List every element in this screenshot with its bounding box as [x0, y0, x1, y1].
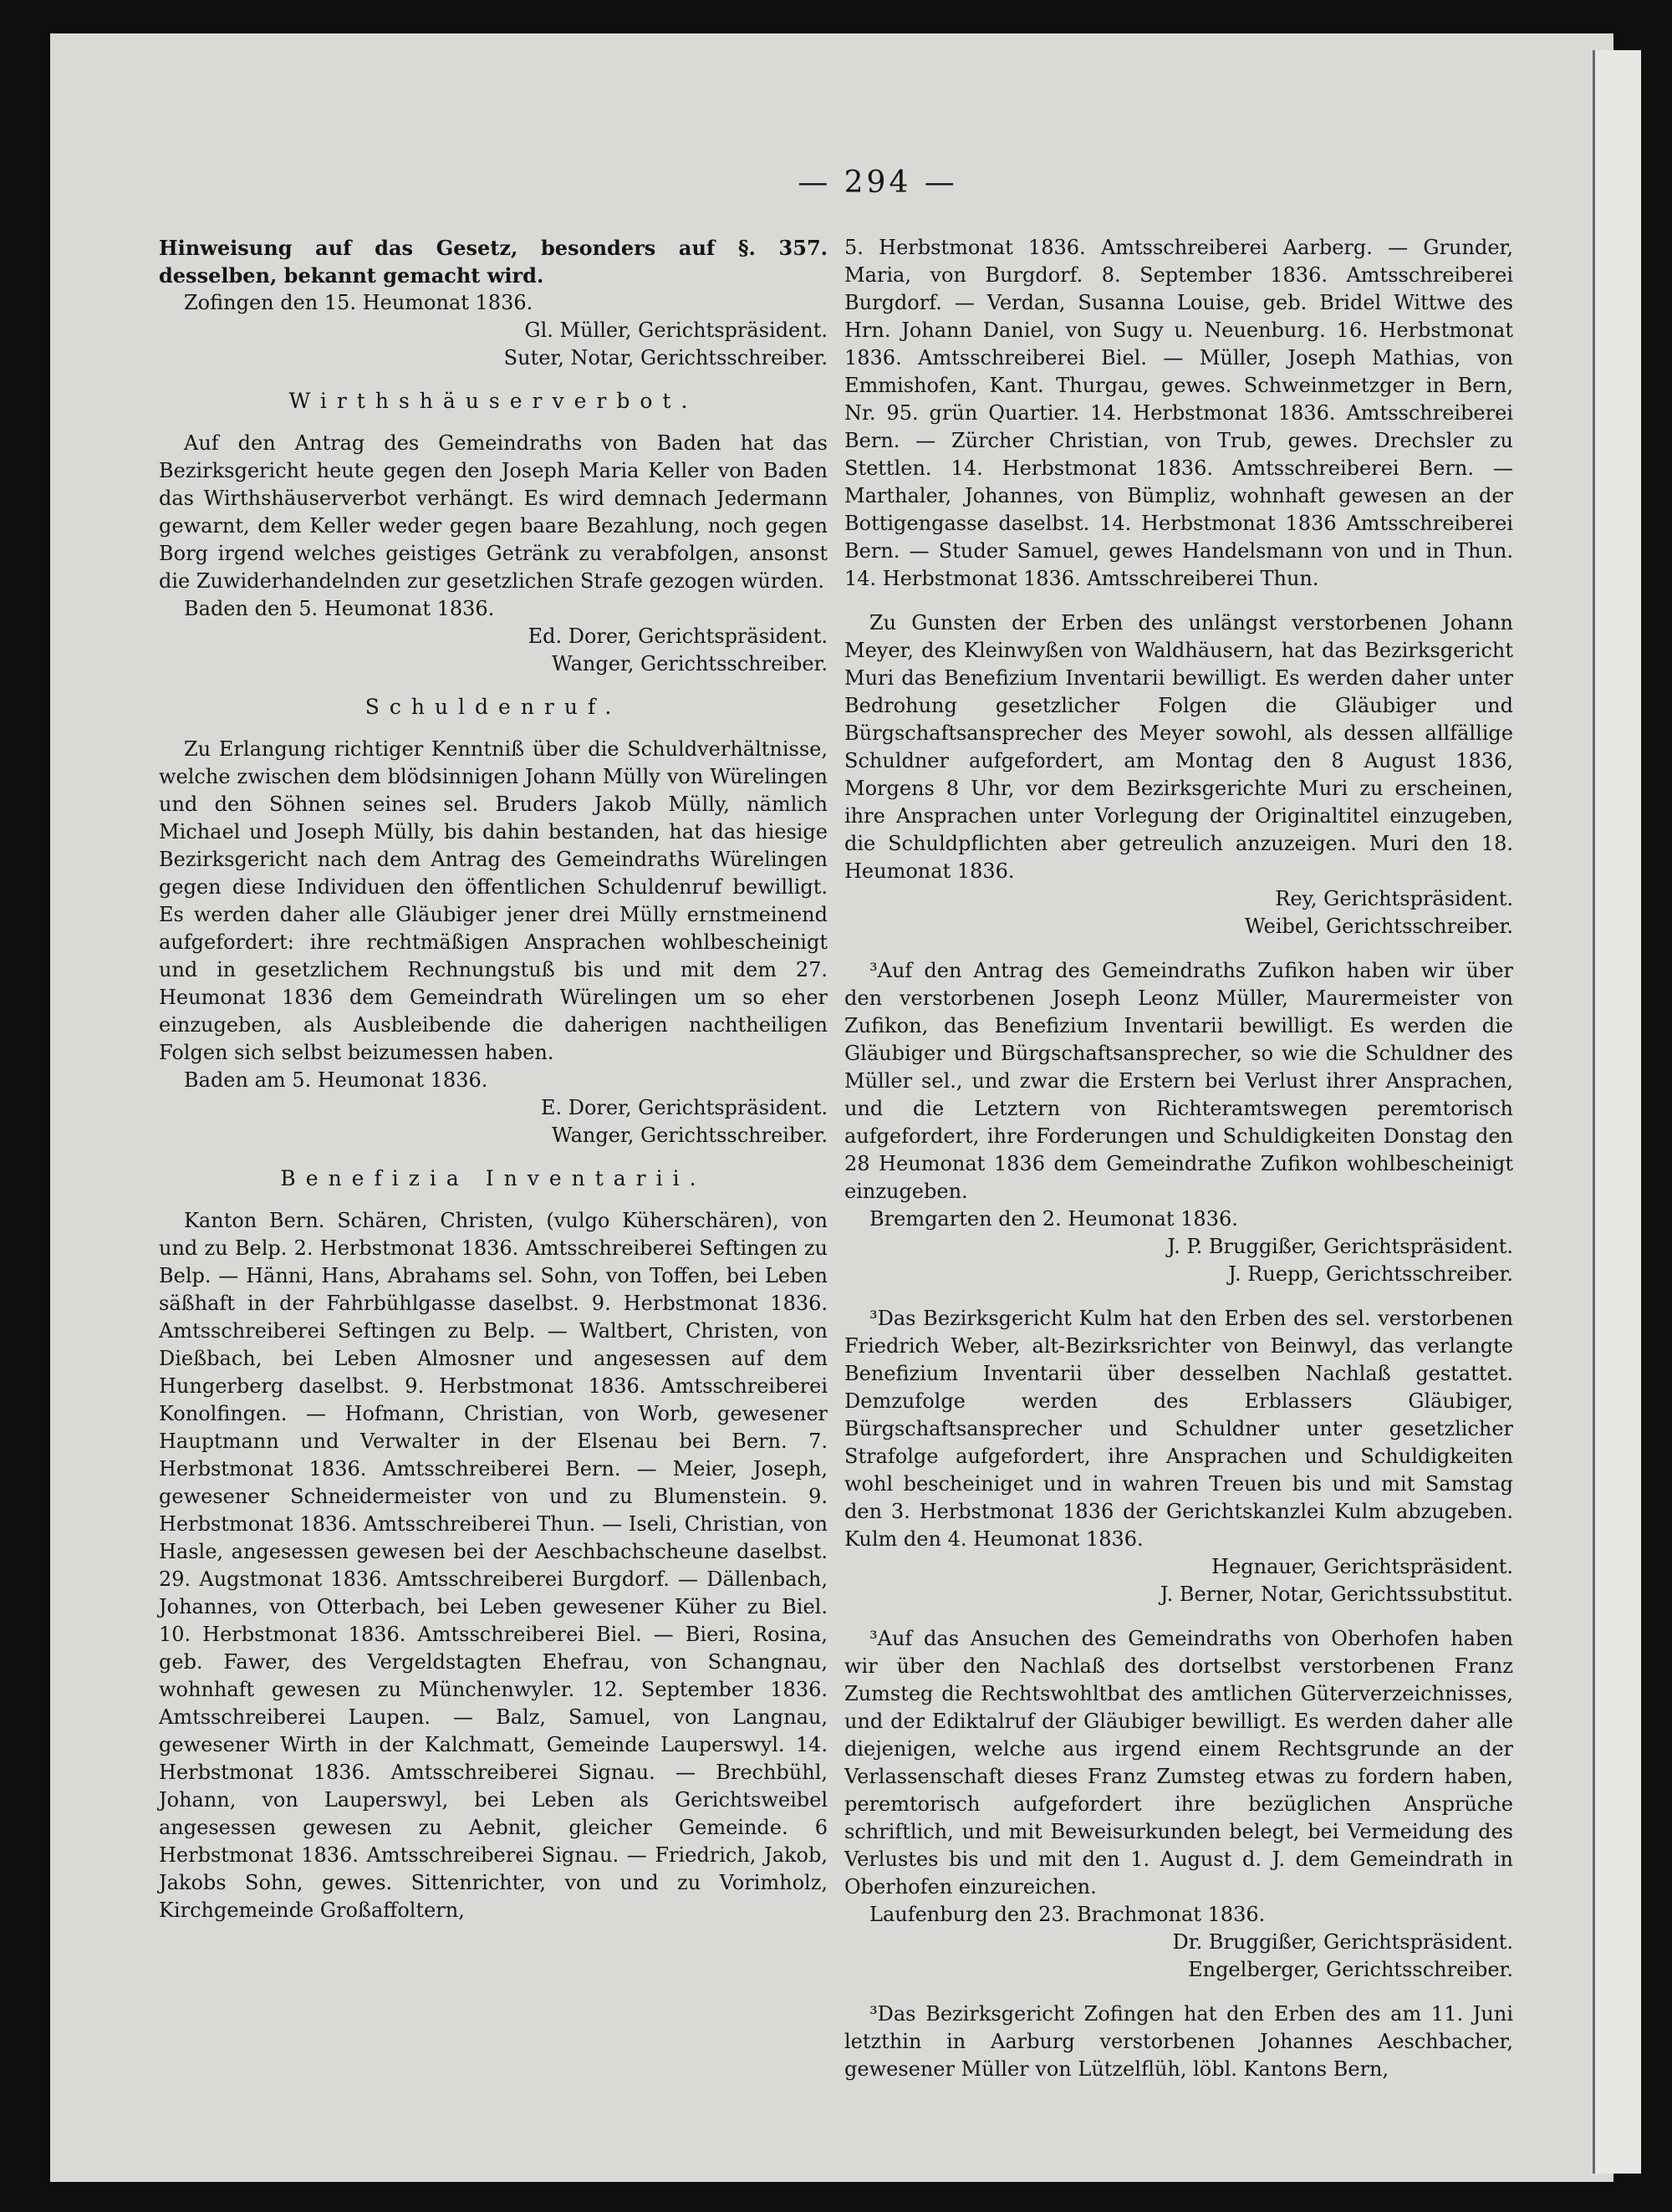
- zufikon-place-date: Bremgarten den 2. Heumonat 1836.: [869, 1207, 1238, 1231]
- muri-signature-clerk: Weibel, Gerichtsschreiber.: [1244, 915, 1513, 938]
- schuld-place-date: Baden am 5. Heumonat 1836.: [184, 1068, 488, 1092]
- intro-signature-clerk: Suter, Notar, Gerichtsschreiber.: [503, 346, 828, 370]
- muri-signature-president: Rey, Gerichtspräsident.: [1275, 887, 1513, 910]
- oberhofen-signature-president: Dr. Bruggißer, Gerichtspräsident.: [1172, 1930, 1513, 1954]
- wirth-signature-president: Ed. Dorer, Gerichtspräsident.: [528, 624, 828, 648]
- heading-wirthshaeuserverbot: Wirthshäuserverbot.: [288, 389, 698, 413]
- muri-paragraph: Zu Gunsten der Erben des unlängst verstorbenen Johann Meyer, des Kleinwyßen von Waldhäusern, hat das Bezirksgericht Muri das Benefizium Inventarii bewilligt. Es werden daher unter Bedrohung gesetzlicher Folgen die Gläubiger und Bürgschaftsansprecher des Meyer sowohl, als dessen allfällige Schuldner aufgefordert, am Montag den 8 August 1836, Morgens 8 Uhr, vor dem Bezirksgerichte Muri zu erscheinen, ihre Ansprachen unter Vorlegung der Originaltitel einzugeben, die Schuldpflichten aber getreulich anzuzeigen. Muri den 18. Heumonat 1836.: [844, 611, 1513, 883]
- next-page-edge: [1593, 50, 1641, 2174]
- wirth-place-date: Baden den 5. Heumonat 1836.: [184, 597, 495, 620]
- wirth-paragraph: Auf den Antrag des Gemeindraths von Baden hat das Bezirksgericht heute gegen den Joseph Maria Keller von Baden das Wirthshäuserverbot verhängt. Es wird demnach Jedermann gewarnt, dem Keller weder gegen baare Bezahlung, noch gegen Borg irgend welches geistiges Getränk zu verabfolgen, ansonst die Zuwiderhandelnden zur gesetzlichen Strafe gezogen würden.: [159, 431, 828, 593]
- zofingen-paragraph: ³Das Bezirksgericht Zofingen hat den Erben des am 11. Juni letzthin in Aarburg verstorbenen Johannes Aeschbacher, gewesener Müller von Lützelflüh, löbl. Kantons Bern,: [844, 2002, 1513, 2081]
- oberhofen-place-date: Laufenburg den 23. Brachmonat 1836.: [869, 1903, 1266, 1926]
- schuld-paragraph: Zu Erlangung richtiger Kenntniß über die Schuldverhältnisse, welche zwischen dem blödsinnigen Johann Mülly von Würelingen und den Söhnen seines sel. Bruders Jakob Mülly, nämlich Michael und Joseph Mülly, bis dahin bestanden, hat das hiesige Bezirksgericht nach dem Antrag des Gemeindraths Würelingen gegen diese Individuen den öffentlichen Schuldenruf bewilligt. Es werden daher alle Gläubiger jener drei Mülly ernstmeinend aufgefordert: ihre rechtmäßigen Ansprachen wohlbescheinigt und in gesetzlichem Rechnungstuß bis und mit dem 27. Heumonat 1836 dem Gemeindrath Würelingen um so eher einzugeben, als Ausbleibende die daherigen nachtheiligen Folgen sich selbst beizumessen haben.: [159, 737, 828, 1064]
- zufikon-paragraph: ³Auf den Antrag des Gemeindraths Zufikon haben wir über den verstorbenen Joseph Leonz Müller, Maurermeister von Zufikon, das Benefizium Inventarii bewilligt. Es werden die Gläubiger und Bürgschaftsansprecher, so wie die Schuldner des Müller sel., und zwar die Erstern bei Verlust ihrer Ansprachen, und die Letztern von Richteramtswegen peremtorisch aufgefordert, ihre Forderungen und Schuldigkeiten Donstag den 28 Heumonat 1836 dem Gemeindrathe Zufikon wohlbescheinigt einzugeben.: [844, 959, 1513, 1203]
- schuld-signature-president: E. Dorer, Gerichtspräsident.: [540, 1096, 828, 1119]
- intro-signature-president: Gl. Müller, Gerichtspräsident.: [524, 319, 828, 342]
- page-number: — 294 —: [798, 166, 958, 200]
- benefizia-continuation: 5. Herbstmonat 1836. Amtsschreiberei Aarberg. — Grunder, Maria, von Burgdorf. 8. September 1836. Amtsschreiberei Burgdorf. — Verdan, Susanna Louise, geb. Bridel Wittwe des Hrn. Johann Daniel, von Sugy u. Neuenburg. 16. Herbstmonat 1836. Amtsschreiberei Biel. — Müller, Joseph Mathias, von Emmishofen, Kant. Thurgau, gewes. Schweinmetzger in Bern, Nr. 95. grün Quartier. 14. Herbstmonat 1836. Amtsschreiberei Bern. — Zürcher Christian, von Trub, gewes. Drechsler zu Stettlen. 14. Herbstmonat 1836. Amtsschreiberei Bern. — Marthaler, Johannes, von Bümpliz, wohnhaft gewesen an der Bottigengasse daselbst. 14. Herbstmonat 1836 Amtsschreiberei Bern. — Studer Samuel, gewes Handelsmann von und in Thun. 14. Herbstmonat 1836. Amtsschreiberei Thun.: [844, 236, 1513, 590]
- schuld-signature-clerk: Wanger, Gerichtsschreiber.: [552, 1124, 828, 1147]
- zufikon-signature-president: J. P. Bruggißer, Gerichtspräsident.: [1167, 1235, 1513, 1258]
- heading-benefizia-inventarii: Benefizia Inventarii.: [280, 1166, 706, 1190]
- heading-schuldenruf: Schuldenruf.: [364, 695, 622, 719]
- zufikon-signature-clerk: J. Ruepp, Gerichtsschreiber.: [1228, 1262, 1513, 1286]
- oberhofen-signature-clerk: Engelberger, Gerichtsschreiber.: [1188, 1958, 1513, 1981]
- left-column: [159, 234, 828, 1924]
- right-column: [844, 234, 1513, 2083]
- benefizia-paragraph: Kanton Bern. Schären, Christen, (vulgo Küherschären), von und zu Belp. 2. Herbstmonat 1836. Amtsschreiberei Seftingen zu Belp. — Hänni, Hans, Abrahams sel. Sohn, von Toffen, bei Leben säßhaft in der Fahrbühlgasse daselbst. 9. Herbstmonat 1836. Amtsschreiberei Seftingen zu Belp. — Waltbert, Christen, von Dießbach, bei Leben Almosner und angesessen auf dem Hungerberg daselbst. 9. Herbstmonat 1836. Amtsschreiberei Konolfingen. — Hofmann, Christian, von Worb, gewesener Hauptmann und Verwalter in der Elsenau bei Bern. 7. Herbstmonat 1836. Amtsschreiberei Bern. — Meier, Joseph, gewesener Schneidermeister von und zu Blumenstein. 9. Herbstmonat 1836. Amtsschreiberei Thun. — Iseli, Christian, von Hasle, angesessen gewesen bei der Aeschbachscheune daselbst. 29. Augstmonat 1836. Amtsschreiberei Burgdorf. — Dällenbach, Johannes, von Otterbach, bei Leben gewesener Küher zu Biel. 10. Herbstmonat 1836. Amtsschreiberei Biel. — Bieri, Rosina, geb. Fawer, des Vergeldstagten Ehefrau, von Schangnau, wohnhaft gewesen zu Münchenwyler. 12. September 1836. Amtsschreiberei Laupen. — Balz, Samuel, von Langnau, gewesener Wirth in der Kalchmatt, Gemeinde Lauperswyl. 14. Herbstmonat 1836. Amtsschreiberei Signau. — Brechbühl, Johann, von Lauperswyl, bei Leben als Gerichtsweibel angesessen gewesen zu Aebnit, gleicher Gemeinde. 6 Herbstmonat 1836. Amtsschreiberei Signau. — Friedrich, Jakob, Jakobs Sohn, gewes. Sittenrichter, von und zu Vorimholz, Kirchgemeinde Großaffoltern,: [159, 1209, 828, 1922]
- kulm-signature-substitute: J. Berner, Notar, Gerichtssubstitut.: [1160, 1583, 1513, 1606]
- wirth-signature-clerk: Wanger, Gerichtsschreiber.: [552, 652, 828, 675]
- intro-place-date: Zofingen den 15. Heumonat 1836.: [184, 291, 533, 314]
- oberhofen-paragraph: ³Auf das Ansuchen des Gemeindraths von Oberhofen haben wir über den Nachlaß des dortselbst verstorbenen Franz Zumsteg die Rechtswohltbat des amtlichen Güterverzeichnisses, und der Ediktalruf der Gläubiger bewilligt. Es werden daher alle diejenigen, welche aus irgend einem Rechtsgrunde an der Verlassenschaft dieses Franz Zumsteg etwas zu fordern haben, peremtorisch aufgefordert ihre bezüglichen Ansprüche schriftlich, und mit Beweisurkunden belegt, bei Vermeidung des Verlustes bis und mit den 1. August d. J. dem Gemeindrath in Oberhofen einzureichen.: [844, 1627, 1513, 1899]
- kulm-signature-president: Hegnauer, Gerichtspräsident.: [1211, 1555, 1513, 1578]
- intro-paragraph: Hinweisung auf das Gesetz, besonders auf §. 357. desselben, bekannt gemacht wird.: [159, 236, 828, 288]
- kulm-paragraph: ³Das Bezirksgericht Kulm hat den Erben des sel. verstorbenen Friedrich Weber, alt-Bezirksrichter von Beinwyl, das verlangte Benefizium Inventarii über desselben Nachlaß gestattet. Demzufolge werden des Erblassers Gläubiger, Bürgschaftsansprecher und Schuldner unter gesetzlicher Strafolge aufgefordert, ihre Ansprachen und Schuldigkeiten wohl bescheiniget und in wahren Treuen bis und mit Samstag den 3. Herbstmonat 1836 der Gerichtskanzlei Kulm abzugeben. Kulm den 4. Heumonat 1836.: [844, 1307, 1513, 1551]
